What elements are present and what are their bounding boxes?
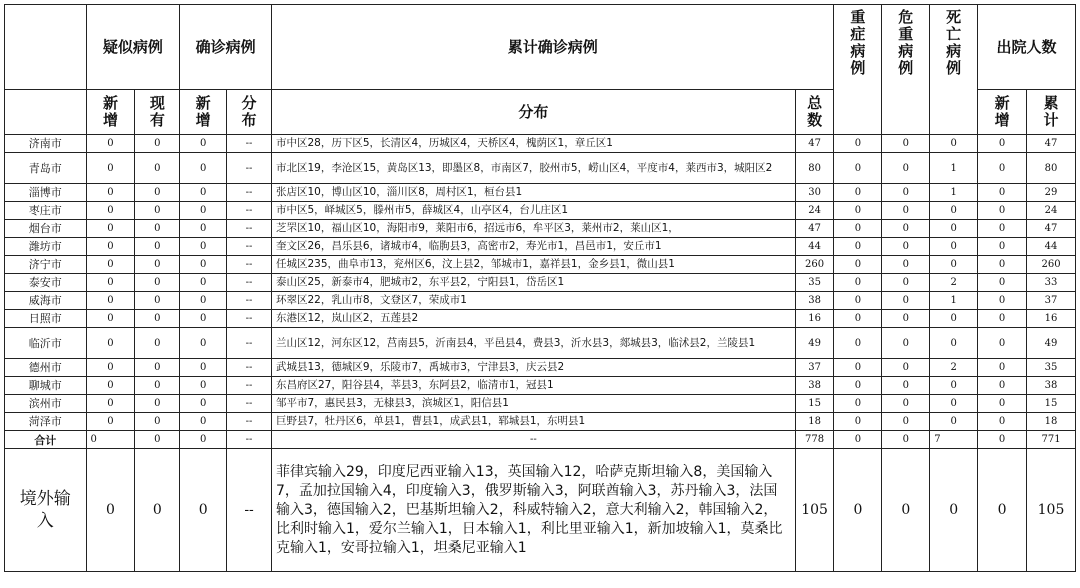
critical-count: 0 <box>882 238 930 256</box>
city-name: 聊城市 <box>5 377 87 395</box>
severe-count: 0 <box>834 238 882 256</box>
death-count: 1 <box>930 292 978 310</box>
suspected-current: 0 <box>135 153 180 184</box>
overseas-distribution: 菲律宾输入29，印度尼西亚输入13，英国输入12，哈萨克斯坦输入8，美国输入7，孟加拉国输入4，印度输入3，俄罗斯输入3，阿联酋输入3，苏丹输入3，法国输入3，德国输入2，巴基斯坦输入2，科威特输入2，意大利输入2，韩国输入2，比利时输入1，爱尔兰输入1，日本输入1，利比里亚输入1，新加坡输入1，莫桑比克输入1，安哥拉输入1，坦桑尼亚输入1 <box>271 449 795 572</box>
total-deaths: 7 <box>930 431 978 449</box>
city-name: 青岛市 <box>5 153 87 184</box>
overseas-discharged-new: 0 <box>978 449 1027 572</box>
confirmed-new: 0 <box>180 202 227 220</box>
table-row <box>5 274 1076 292</box>
confirmed-new: 0 <box>180 184 227 202</box>
discharged-cumulative: 44 <box>1027 238 1076 256</box>
table-row <box>5 153 1076 184</box>
cumulative-total: 35 <box>795 274 834 292</box>
severe-count: 0 <box>834 202 882 220</box>
total-critical: 0 <box>882 431 930 449</box>
header-severe <box>834 5 882 135</box>
suspected-new: 0 <box>86 310 135 328</box>
cumulative-total: 260 <box>795 256 834 274</box>
death-count: 1 <box>930 153 978 184</box>
severe-count: 0 <box>834 292 882 310</box>
subheader-discharged-cum-text: 累计 <box>1043 94 1059 129</box>
overseas-confirmed-distribution: -- <box>227 449 272 572</box>
overseas-label-text: 境外输入 <box>19 489 71 531</box>
total-label: 合计 <box>5 431 87 449</box>
discharged-new: 0 <box>978 310 1027 328</box>
cumulative-distribution: 东港区12，岚山区2，五莲县2 <box>271 310 795 328</box>
overseas-total: 105 <box>795 449 834 572</box>
critical-count: 0 <box>882 184 930 202</box>
header-row <box>5 5 1076 90</box>
critical-count: 0 <box>882 292 930 310</box>
discharged-cumulative: 80 <box>1027 153 1076 184</box>
critical-count: 0 <box>882 274 930 292</box>
subheader-total-text: 总数 <box>807 94 823 129</box>
city-name: 菏泽市 <box>5 413 87 431</box>
discharged-new: 0 <box>978 184 1027 202</box>
confirmed-new: 0 <box>180 220 227 238</box>
cumulative-total: 18 <box>795 413 834 431</box>
header-severe-text: 重症病例 <box>850 8 866 77</box>
discharged-new: 0 <box>978 413 1027 431</box>
severe-count: 0 <box>834 184 882 202</box>
suspected-current: 0 <box>135 202 180 220</box>
cumulative-distribution: 邹平市7，惠民县3，无棣县3，滨城区1，阳信县1 <box>271 395 795 413</box>
table-row <box>5 413 1076 431</box>
confirmed-new: 0 <box>180 238 227 256</box>
overseas-suspected-new: 0 <box>86 449 135 572</box>
confirmed-distribution: -- <box>227 202 272 220</box>
severe-count: 0 <box>834 153 882 184</box>
critical-count: 0 <box>882 202 930 220</box>
city-name: 滨州市 <box>5 395 87 413</box>
discharged-cumulative: 49 <box>1027 328 1076 359</box>
death-count: 0 <box>930 220 978 238</box>
death-count: 2 <box>930 274 978 292</box>
death-count: 0 <box>930 256 978 274</box>
subheader-corner <box>5 90 87 135</box>
discharged-cumulative: 35 <box>1027 359 1076 377</box>
confirmed-new: 0 <box>180 328 227 359</box>
city-name: 日照市 <box>5 310 87 328</box>
suspected-new: 0 <box>86 328 135 359</box>
overseas-row <box>5 449 1076 572</box>
city-name: 济宁市 <box>5 256 87 274</box>
cumulative-distribution: 泰山区25，新泰市4，肥城市2，东平县2，宁阳县1，岱岳区1 <box>271 274 795 292</box>
cumulative-total: 47 <box>795 220 834 238</box>
table-row <box>5 377 1076 395</box>
table-row <box>5 184 1076 202</box>
severe-count: 0 <box>834 135 882 153</box>
suspected-current: 0 <box>135 328 180 359</box>
severe-count: 0 <box>834 413 882 431</box>
discharged-cumulative: 29 <box>1027 184 1076 202</box>
total-suspected-new: 0 <box>86 431 135 449</box>
header-deaths <box>930 5 978 135</box>
critical-count: 0 <box>882 310 930 328</box>
suspected-new: 0 <box>86 202 135 220</box>
discharged-cumulative: 47 <box>1027 220 1076 238</box>
table-row <box>5 135 1076 153</box>
total-cumulative: 778 <box>795 431 834 449</box>
suspected-current: 0 <box>135 377 180 395</box>
confirmed-new: 0 <box>180 135 227 153</box>
total-row <box>5 431 1076 449</box>
city-name: 淄博市 <box>5 184 87 202</box>
suspected-new: 0 <box>86 395 135 413</box>
confirmed-distribution: -- <box>227 220 272 238</box>
death-count: 0 <box>930 202 978 220</box>
subheader-distribution: 分布 <box>271 90 795 135</box>
table-row <box>5 359 1076 377</box>
discharged-new: 0 <box>978 135 1027 153</box>
cumulative-distribution: 武城县13，德城区9，乐陵市7，禹城市3，宁津县3，庆云县2 <box>271 359 795 377</box>
confirmed-new: 0 <box>180 413 227 431</box>
subheader-suspected-new-text: 新增 <box>102 94 118 129</box>
suspected-current: 0 <box>135 395 180 413</box>
header-cumulative: 累计确诊病例 <box>271 5 833 90</box>
confirmed-new: 0 <box>180 274 227 292</box>
total-discharged-new: 0 <box>978 431 1027 449</box>
confirmed-distribution: -- <box>227 292 272 310</box>
death-count: 0 <box>930 377 978 395</box>
cumulative-distribution: 兰山区12，河东区12，莒南县5，沂南县4，平邑县4，费县3，沂水县3，郯城县3，临沭县2，兰陵县1 <box>271 328 795 359</box>
confirmed-distribution: -- <box>227 184 272 202</box>
table-row <box>5 202 1076 220</box>
confirmed-distribution: -- <box>227 395 272 413</box>
total-discharged-cumulative: 771 <box>1027 431 1076 449</box>
discharged-cumulative: 38 <box>1027 377 1076 395</box>
table-container <box>4 4 1076 572</box>
city-name: 威海市 <box>5 292 87 310</box>
table-row <box>5 238 1076 256</box>
table-row <box>5 310 1076 328</box>
confirmed-distribution: -- <box>227 310 272 328</box>
confirmed-distribution: -- <box>227 328 272 359</box>
discharged-cumulative: 47 <box>1027 135 1076 153</box>
cumulative-distribution: 任城区235，曲阜市13，兖州区6，汶上县2，邹城市1，嘉祥县1，金乡县1，微山县1 <box>271 256 795 274</box>
subheader-confirmed-new-text: 新增 <box>195 94 211 129</box>
death-count: 0 <box>930 395 978 413</box>
subheader-discharged-new <box>978 90 1027 135</box>
total-confirmed-distribution: -- <box>227 431 272 449</box>
confirmed-distribution: -- <box>227 256 272 274</box>
cumulative-distribution: 市北区19，李沧区15，黄岛区13，即墨区8，市南区7，胶州市5，崂山区4，平度市4，莱西市3，城阳区2 <box>271 153 795 184</box>
discharged-cumulative: 15 <box>1027 395 1076 413</box>
table-row <box>5 328 1076 359</box>
discharged-new: 0 <box>978 395 1027 413</box>
confirmed-distribution: -- <box>227 359 272 377</box>
confirmed-distribution: -- <box>227 238 272 256</box>
suspected-current: 0 <box>135 310 180 328</box>
discharged-new: 0 <box>978 153 1027 184</box>
confirmed-distribution: -- <box>227 377 272 395</box>
header-corner <box>5 5 87 90</box>
cumulative-distribution: 市中区5，峄城区5，滕州市5，薛城区4，山亭区4，台儿庄区1 <box>271 202 795 220</box>
critical-count: 0 <box>882 359 930 377</box>
death-count: 0 <box>930 328 978 359</box>
city-name: 临沂市 <box>5 328 87 359</box>
table-row <box>5 220 1076 238</box>
cumulative-total: 30 <box>795 184 834 202</box>
critical-count: 0 <box>882 377 930 395</box>
severe-count: 0 <box>834 328 882 359</box>
discharged-new: 0 <box>978 377 1027 395</box>
suspected-new: 0 <box>86 359 135 377</box>
suspected-new: 0 <box>86 153 135 184</box>
discharged-new: 0 <box>978 238 1027 256</box>
critical-count: 0 <box>882 256 930 274</box>
critical-count: 0 <box>882 413 930 431</box>
critical-count: 0 <box>882 395 930 413</box>
critical-count: 0 <box>882 135 930 153</box>
severe-count: 0 <box>834 310 882 328</box>
cumulative-total: 38 <box>795 377 834 395</box>
suspected-new: 0 <box>86 238 135 256</box>
subheader-confirmed-new <box>180 90 227 135</box>
city-name: 德州市 <box>5 359 87 377</box>
subheader-suspected-current <box>135 90 180 135</box>
confirmed-new: 0 <box>180 377 227 395</box>
cumulative-total: 16 <box>795 310 834 328</box>
city-name: 枣庄市 <box>5 202 87 220</box>
cumulative-total: 37 <box>795 359 834 377</box>
death-count: 1 <box>930 184 978 202</box>
subheader-confirmed-dist <box>227 90 272 135</box>
suspected-current: 0 <box>135 274 180 292</box>
suspected-current: 0 <box>135 256 180 274</box>
confirmed-new: 0 <box>180 310 227 328</box>
cumulative-total: 15 <box>795 395 834 413</box>
confirmed-distribution: -- <box>227 135 272 153</box>
discharged-new: 0 <box>978 292 1027 310</box>
suspected-new: 0 <box>86 274 135 292</box>
overseas-deaths: 0 <box>930 449 978 572</box>
severe-count: 0 <box>834 377 882 395</box>
confirmed-new: 0 <box>180 395 227 413</box>
header-suspected: 疑似病例 <box>86 5 180 90</box>
city-name: 烟台市 <box>5 220 87 238</box>
cumulative-distribution: 市中区28，历下区5，长清区4，历城区4，天桥区4，槐荫区1，章丘区1 <box>271 135 795 153</box>
confirmed-distribution: -- <box>227 274 272 292</box>
discharged-new: 0 <box>978 274 1027 292</box>
table-row <box>5 395 1076 413</box>
severe-count: 0 <box>834 256 882 274</box>
overseas-label <box>5 449 87 572</box>
discharged-cumulative: 37 <box>1027 292 1076 310</box>
overseas-suspected-current: 0 <box>135 449 180 572</box>
death-count: 0 <box>930 310 978 328</box>
suspected-current: 0 <box>135 413 180 431</box>
severe-count: 0 <box>834 395 882 413</box>
subheader-discharged-cum <box>1027 90 1076 135</box>
severe-count: 0 <box>834 274 882 292</box>
discharged-new: 0 <box>978 359 1027 377</box>
suspected-current: 0 <box>135 359 180 377</box>
subheader-confirmed-dist-text: 分布 <box>241 94 257 129</box>
confirmed-new: 0 <box>180 359 227 377</box>
discharged-new: 0 <box>978 202 1027 220</box>
suspected-current: 0 <box>135 135 180 153</box>
cumulative-distribution: 环翠区22，乳山市8，文登区7，荣成市1 <box>271 292 795 310</box>
suspected-new: 0 <box>86 292 135 310</box>
confirmed-new: 0 <box>180 256 227 274</box>
suspected-current: 0 <box>135 220 180 238</box>
discharged-cumulative: 18 <box>1027 413 1076 431</box>
subheader-discharged-new-text: 新增 <box>994 94 1010 129</box>
overseas-severe: 0 <box>834 449 882 572</box>
death-count: 0 <box>930 238 978 256</box>
city-name: 潍坊市 <box>5 238 87 256</box>
cumulative-distribution: 东昌府区27，阳谷县4，莘县3，东阿县2，临清市1，冠县1 <box>271 377 795 395</box>
subheader-suspected-new <box>86 90 135 135</box>
confirmed-distribution: -- <box>227 413 272 431</box>
suspected-new: 0 <box>86 413 135 431</box>
suspected-new: 0 <box>86 184 135 202</box>
total-distribution: -- <box>271 431 795 449</box>
cumulative-total: 44 <box>795 238 834 256</box>
header-critical-text: 危重病例 <box>898 8 914 77</box>
death-count: 0 <box>930 413 978 431</box>
death-count: 2 <box>930 359 978 377</box>
discharged-cumulative: 24 <box>1027 202 1076 220</box>
subheader-suspected-current-text: 现有 <box>149 94 165 129</box>
suspected-current: 0 <box>135 238 180 256</box>
cumulative-total: 49 <box>795 328 834 359</box>
severe-count: 0 <box>834 359 882 377</box>
table-row <box>5 292 1076 310</box>
suspected-current: 0 <box>135 292 180 310</box>
cumulative-total: 47 <box>795 135 834 153</box>
confirmed-new: 0 <box>180 292 227 310</box>
total-suspected-current: 0 <box>135 431 180 449</box>
cumulative-distribution: 芝罘区10，福山区10，海阳市9，莱阳市6，招远市6，牟平区3，莱州市2，莱山区1， <box>271 220 795 238</box>
total-severe: 0 <box>834 431 882 449</box>
cumulative-total: 80 <box>795 153 834 184</box>
cumulative-distribution: 张店区10，博山区10，淄川区8，周村区1，桓台县1 <box>271 184 795 202</box>
covid-statistics-table <box>4 4 1076 572</box>
suspected-new: 0 <box>86 256 135 274</box>
total-confirmed-new: 0 <box>180 431 227 449</box>
subheader-total <box>795 90 834 135</box>
header-deaths-text: 死亡病例 <box>946 8 962 77</box>
header-critical <box>882 5 930 135</box>
city-name: 泰安市 <box>5 274 87 292</box>
table-row <box>5 256 1076 274</box>
critical-count: 0 <box>882 328 930 359</box>
overseas-critical: 0 <box>882 449 930 572</box>
cumulative-total: 38 <box>795 292 834 310</box>
discharged-new: 0 <box>978 220 1027 238</box>
discharged-cumulative: 260 <box>1027 256 1076 274</box>
confirmed-distribution: -- <box>227 153 272 184</box>
header-confirmed: 确诊病例 <box>180 5 272 90</box>
suspected-new: 0 <box>86 220 135 238</box>
suspected-new: 0 <box>86 135 135 153</box>
discharged-cumulative: 33 <box>1027 274 1076 292</box>
cumulative-distribution: 巨野县7，牡丹区6，单县1，曹县1，成武县1，郓城县1，东明县1 <box>271 413 795 431</box>
critical-count: 0 <box>882 153 930 184</box>
discharged-new: 0 <box>978 328 1027 359</box>
discharged-new: 0 <box>978 256 1027 274</box>
confirmed-new: 0 <box>180 153 227 184</box>
death-count: 0 <box>930 135 978 153</box>
severe-count: 0 <box>834 220 882 238</box>
discharged-cumulative: 16 <box>1027 310 1076 328</box>
header-discharged: 出院人数 <box>978 5 1076 90</box>
overseas-confirmed-new: 0 <box>180 449 227 572</box>
suspected-new: 0 <box>86 377 135 395</box>
cumulative-total: 24 <box>795 202 834 220</box>
critical-count: 0 <box>882 220 930 238</box>
overseas-discharged-cumulative: 105 <box>1027 449 1076 572</box>
city-name: 济南市 <box>5 135 87 153</box>
suspected-current: 0 <box>135 184 180 202</box>
cumulative-distribution: 奎文区26，昌乐县6，诸城市4，临朐县3，高密市2，寿光市1，昌邑市1，安丘市1 <box>271 238 795 256</box>
